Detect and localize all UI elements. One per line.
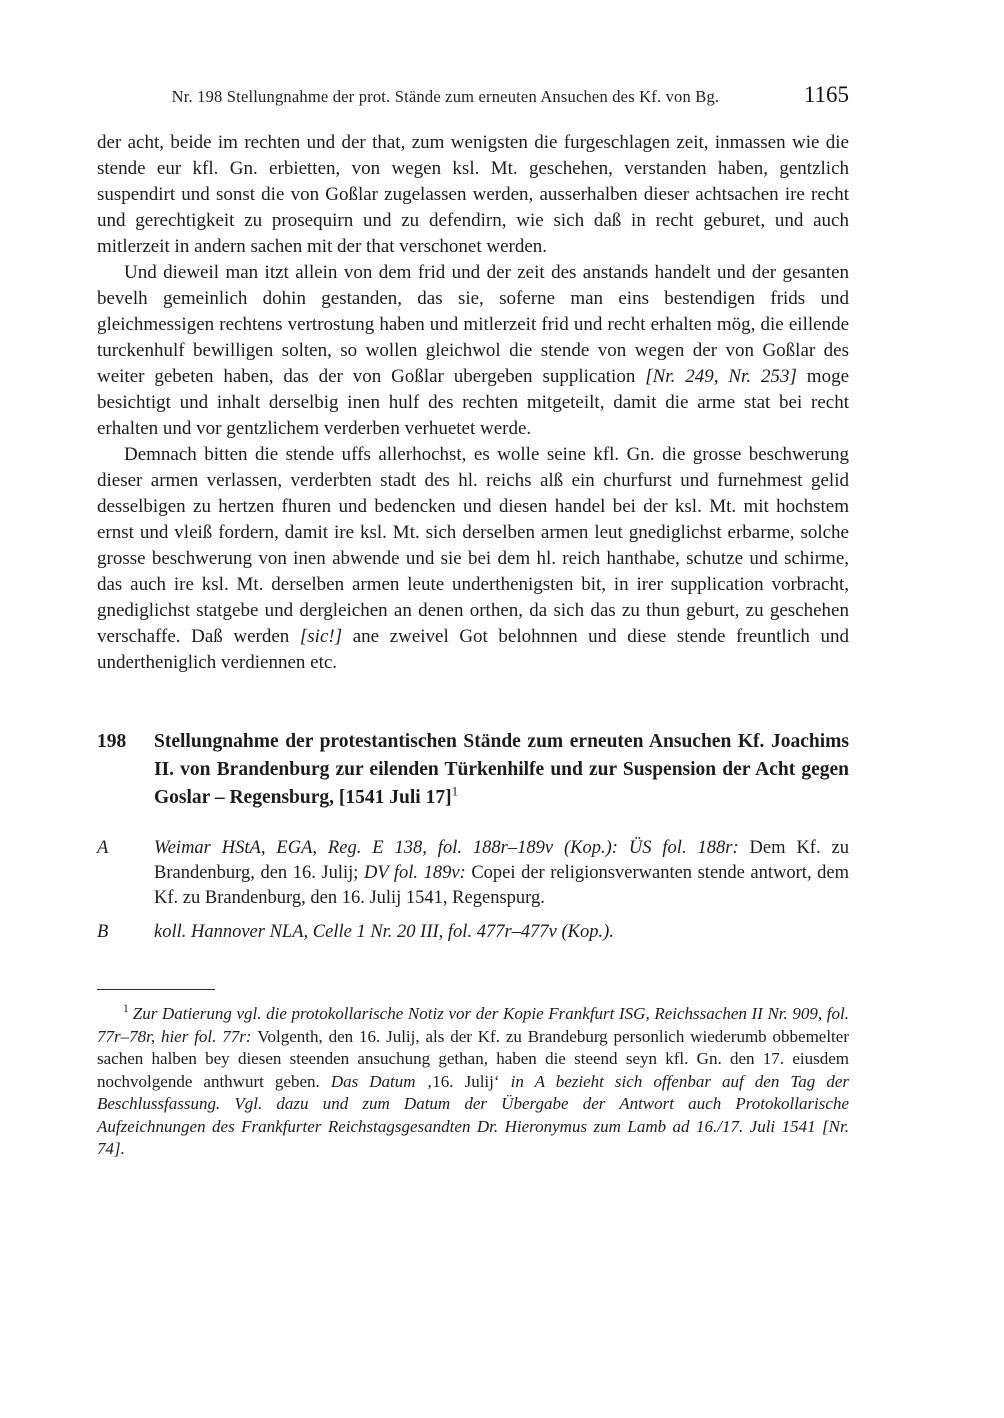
text-segment: Weimar HStA, EGA, Reg. E 138, fol. 188r–189v (Kop.): ÜS fol. 188r: [154, 838, 750, 858]
footnote-marker: 1 [123, 1003, 129, 1016]
footnote-text [97, 1004, 849, 1158]
source-entry [97, 920, 849, 945]
source-label: B [97, 922, 109, 942]
paragraph [97, 260, 849, 442]
text-segment: in A bezieht sich offenbar auf den Tag der Beschlussfassung. Vgl. dazu und zum Datum der Übergabe der Antwort auch Protokollarische Aufzeichnungen des Frankfurter Reichstagsgesandten Dr. Hieronymus zum Lamb ad 16./17. Juli 1541 [Nr. 74]. [97, 1071, 850, 1158]
paragraph [97, 442, 849, 676]
text-segment: der acht, beide im rechten und der that, zum wenigsten die furgeschlagen zeit, inmassen wie die stende eur kfl. Gn. erbietten, von wegen ksl. Mt. geschehen, verstanden haben, gentzlich suspendirt und sonst die von Goßlar zugelassen werden, ausserhalben dieser achtsachen ire recht und gerechtigkeit zu prosequirn und zu defendirn, wie sich daß in recht geburet, und auch mitlerzeit in andern sachen mit der that verschonet werden. [97, 132, 849, 257]
entry-number: 198 [97, 731, 127, 752]
page-number: 1165 [803, 82, 849, 107]
text-segment: moge besichtigt und inhalt derselbig inen hulf des rechten mitgeteilt, damit die arme stat bei recht erhalten und vor gentzlichem verderben verhuetet werde. [97, 366, 849, 439]
source-text [154, 920, 849, 945]
text-segment: Demnach bitten die stende uffs allerhochst, es wolle seine kfl. Gn. die grosse beschwerung dieser armen verlassen, verderbten stadt des hl. reichs alß ein churfurst und furnehmest gelid desselbigen zu hertzen fhuren und bedencken und diesen handel bei der ksl. Mt. mit hochstem ernst und vleiß fordern, damit ire ksl. Mt. sich derselben armen leut gnediglichst erbarme, solche grosse beschwerung von inen abwende und sie bei dem hl. reich hanthabe, schutze und schirme, das auch ire ksl. Mt. derselben armen leute underthenigsten bit, in irer supplication vorbracht, gnediglichst statgebe und dergleichen an denen orthen, da sich das zu thun geburt, zu geschehen verschaffe. Daß werden [97, 444, 849, 647]
text-segment: ‚16. Julij‘ [426, 1071, 511, 1091]
running-head [97, 82, 849, 108]
entry-heading [97, 728, 849, 812]
text-segment: koll. Hannover NLA, Celle 1 Nr. 20 III, fol. 477r–477v (Kop.). [154, 922, 614, 942]
entry-title [154, 728, 849, 812]
footnote-block [97, 989, 849, 1161]
text-segment: Zur Datierung vgl. die protokollarische Notiz vor der Kopie Frankfurt ISG, Reichssachen II Nr. 909, fol. 77r–78r, hier fol. 77r: [97, 1004, 849, 1046]
text-segment: [Nr. 249, Nr. 253] [645, 366, 797, 387]
entry-title-text: Stellungnahme der protestantischen Stände zum erneuten Ansuchen Kf. Joachims II. von Brandenburg zur eilenden Türkenhilfe und zur Suspension der Acht gegen Goslar – Regensburg, [1541 Juli 17] [154, 731, 849, 808]
text-segment: Volgenth, den 16. Julij, als der Kf. zu Brandeburg personlich wiederumb obbemelter sachen halben bey diesen steenden ansuchung gethan, haben die steend seyn kfl. Gn. den 17. eiusdem nochvolgende anthwurt geben. [97, 1026, 849, 1091]
footnote [97, 1003, 849, 1161]
text-segment: ane zweivel Got belohnnen und diese stende freuntlich und undertheniglich verdiennen etc. [97, 626, 849, 673]
paragraph [97, 130, 849, 260]
page-content [97, 82, 849, 1161]
text-segment: Das Datum [330, 1071, 427, 1091]
footnote-reference: 1 [451, 783, 459, 799]
text-segment: [sic!] [299, 626, 343, 647]
source-text [154, 836, 849, 911]
running-head-title: Nr. 198 Stellungnahme der prot. Stände zum erneuten Ansuchen des Kf. von Bg. [171, 87, 720, 106]
text-segment: Dem Kf. zu Brandenburg, den 16. Julij; [154, 838, 849, 883]
source-label: A [97, 838, 109, 858]
source-entry [97, 836, 849, 911]
text-segment: Und dieweil man itzt allein von dem frid und der zeit des anstands handelt und der gesanten bevelh gemeinlich dohin gestanden, das sie, soferne man eins bestendigen frids und gleichmessigen rechtens vertrostung haben und mitlerzeit frid und recht erhalten mög, die eillende turckenhulf bewilligen solten, so wollen gleichwol die stende von wegen der von Goßlar des weiter gebeten haben, das der von Goßlar ubergeben supplication [97, 262, 849, 387]
footnote-rule [97, 989, 215, 990]
document-body [97, 130, 849, 676]
source-list [97, 836, 849, 945]
text-segment: Copei der religionsverwanten stende antwort, dem Kf. zu Brandenburg, den 16. Julij 1541, Regenspurg. [154, 863, 849, 908]
text-segment: DV fol. 189v: [364, 863, 472, 883]
